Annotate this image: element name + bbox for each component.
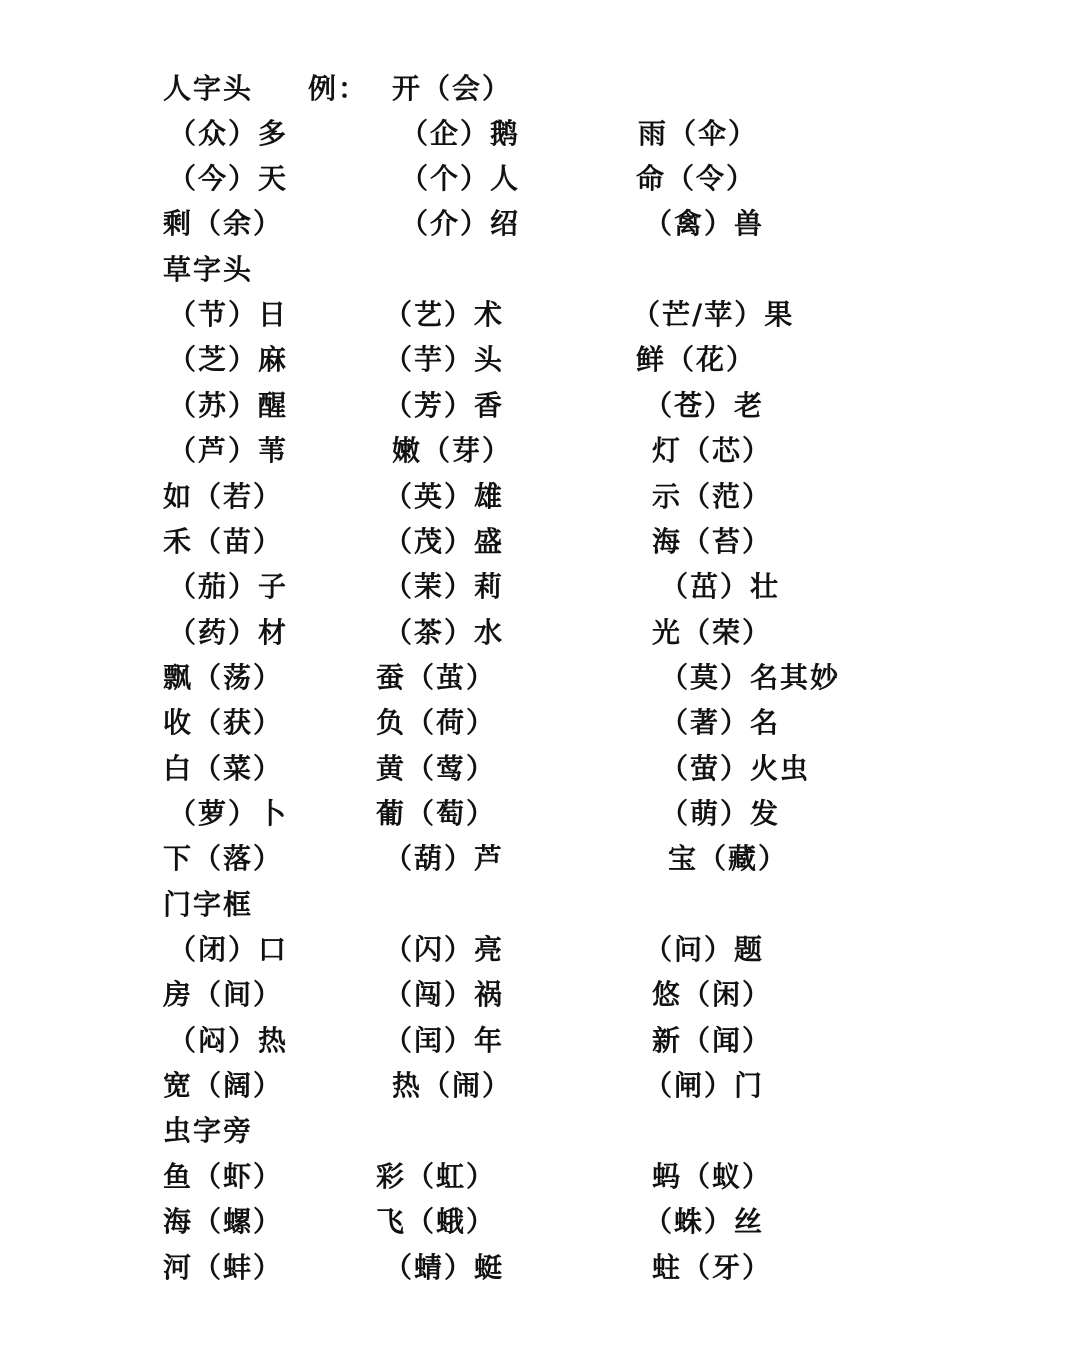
word-cell: （问）题 bbox=[644, 933, 765, 966]
word-row bbox=[0, 700, 1079, 745]
section-title: 虫字旁 bbox=[163, 1114, 254, 1147]
word-cell: （芦）苇 bbox=[168, 434, 289, 467]
word-row bbox=[0, 1199, 1079, 1244]
word-row bbox=[0, 383, 1079, 428]
word-cell: （葫）芦 bbox=[384, 842, 505, 875]
word-row bbox=[0, 292, 1079, 337]
word-cell: （茂）盛 bbox=[384, 525, 505, 558]
word-cell: （茁）壮 bbox=[660, 570, 781, 603]
word-cell: 负（荷） bbox=[376, 706, 497, 739]
word-row bbox=[0, 201, 1079, 246]
word-cell: 蚕（茧） bbox=[376, 661, 497, 694]
word-row bbox=[0, 655, 1079, 700]
word-row bbox=[0, 1154, 1079, 1199]
word-row bbox=[0, 1063, 1079, 1108]
word-cell: （苏）醒 bbox=[168, 389, 289, 422]
word-cell: （英）雄 bbox=[384, 480, 505, 513]
word-cell: （芒/苹）果 bbox=[632, 298, 795, 331]
word-cell: （著）名 bbox=[660, 706, 781, 739]
word-cell: 海（螺） bbox=[163, 1205, 284, 1238]
word-cell: （介）绍 bbox=[400, 207, 521, 240]
section-title: 草字头 bbox=[163, 253, 254, 286]
word-cell: （闯）祸 bbox=[384, 978, 505, 1011]
word-cell: （芝）麻 bbox=[168, 343, 289, 376]
word-cell: （药）材 bbox=[168, 616, 289, 649]
word-cell: 热（闹） bbox=[392, 1069, 513, 1102]
word-cell: （闸）门 bbox=[644, 1069, 765, 1102]
word-row bbox=[0, 972, 1079, 1017]
word-row bbox=[0, 428, 1079, 473]
word-cell: 新（闻） bbox=[652, 1024, 773, 1057]
word-cell: 嫩（芽） bbox=[392, 434, 513, 467]
word-cell: （萤）火虫 bbox=[660, 752, 811, 785]
section-title: 人字头 bbox=[163, 72, 254, 105]
word-cell: （闪）亮 bbox=[384, 933, 505, 966]
word-cell: 禾（苗） bbox=[163, 525, 284, 558]
word-cell: 黄（莺） bbox=[376, 752, 497, 785]
word-cell: （闭）口 bbox=[168, 933, 289, 966]
word-cell: （茄）子 bbox=[168, 570, 289, 603]
word-row bbox=[0, 337, 1079, 382]
word-row bbox=[0, 1245, 1079, 1290]
word-row bbox=[0, 791, 1079, 836]
word-cell: 葡（萄） bbox=[376, 797, 497, 830]
word-cell: （节）日 bbox=[168, 298, 289, 331]
word-row bbox=[0, 1018, 1079, 1063]
word-cell: 房（间） bbox=[163, 978, 284, 1011]
word-cell: 蚂（蚁） bbox=[652, 1160, 773, 1193]
word-cell: （艺）术 bbox=[384, 298, 505, 331]
word-row bbox=[0, 474, 1079, 519]
word-cell: （莫）名其妙 bbox=[660, 661, 841, 694]
word-row bbox=[0, 927, 1079, 972]
section-heading-line bbox=[0, 66, 1079, 111]
word-cell: （蛛）丝 bbox=[644, 1205, 765, 1238]
word-row bbox=[0, 836, 1079, 881]
word-row bbox=[0, 156, 1079, 201]
word-cell: （企）鹅 bbox=[400, 117, 521, 150]
word-cell: 收（获） bbox=[163, 706, 284, 739]
word-cell: 雨（伞） bbox=[638, 117, 759, 150]
word-cell: （闷）热 bbox=[168, 1024, 289, 1057]
word-cell: （芳）香 bbox=[384, 389, 505, 422]
word-cell: （茉）莉 bbox=[384, 570, 505, 603]
word-cell: 命（令） bbox=[636, 162, 757, 195]
word-cell: （众）多 bbox=[168, 117, 289, 150]
word-cell: （苍）老 bbox=[644, 389, 765, 422]
word-cell: 飞（蛾） bbox=[376, 1205, 497, 1238]
word-cell: 光（荣） bbox=[652, 616, 773, 649]
word-cell: （萌）发 bbox=[660, 797, 781, 830]
word-cell: 海（苔） bbox=[652, 525, 773, 558]
example-label: 例： bbox=[308, 72, 369, 105]
word-cell: （个）人 bbox=[400, 162, 521, 195]
section-heading-line bbox=[0, 247, 1079, 292]
word-cell: （蜻）蜓 bbox=[384, 1251, 505, 1284]
word-row bbox=[0, 519, 1079, 564]
section-heading-line bbox=[0, 882, 1079, 927]
word-row bbox=[0, 111, 1079, 156]
word-cell: （闰）年 bbox=[384, 1024, 505, 1057]
word-row bbox=[0, 564, 1079, 609]
section-heading-line bbox=[0, 1108, 1079, 1153]
word-cell: 示（范） bbox=[652, 480, 773, 513]
word-cell: 剩（余） bbox=[163, 207, 284, 240]
word-cell: 蛀（牙） bbox=[652, 1251, 773, 1284]
example-value: 开（会） bbox=[392, 72, 513, 105]
word-cell: （禽）兽 bbox=[644, 207, 765, 240]
section-title: 门字框 bbox=[163, 888, 254, 921]
word-cell: 飘（荡） bbox=[163, 661, 284, 694]
word-cell: 鲜（花） bbox=[636, 343, 757, 376]
word-cell: （芋）头 bbox=[384, 343, 505, 376]
word-cell: （萝）卜 bbox=[168, 797, 289, 830]
word-cell: 宝（藏） bbox=[668, 842, 789, 875]
word-cell: 下（落） bbox=[163, 842, 284, 875]
word-cell: 悠（闲） bbox=[652, 978, 773, 1011]
word-cell: 灯（芯） bbox=[652, 434, 773, 467]
word-cell: 河（蚌） bbox=[163, 1251, 284, 1284]
word-cell: 白（菜） bbox=[163, 752, 284, 785]
word-cell: 鱼（虾） bbox=[163, 1160, 284, 1193]
word-cell: （今）天 bbox=[168, 162, 289, 195]
word-cell: 宽（阔） bbox=[163, 1069, 284, 1102]
word-cell: 彩（虹） bbox=[376, 1160, 497, 1193]
word-cell: （茶）水 bbox=[384, 616, 505, 649]
word-cell: 如（若） bbox=[163, 480, 284, 513]
word-row bbox=[0, 746, 1079, 791]
word-row bbox=[0, 610, 1079, 655]
